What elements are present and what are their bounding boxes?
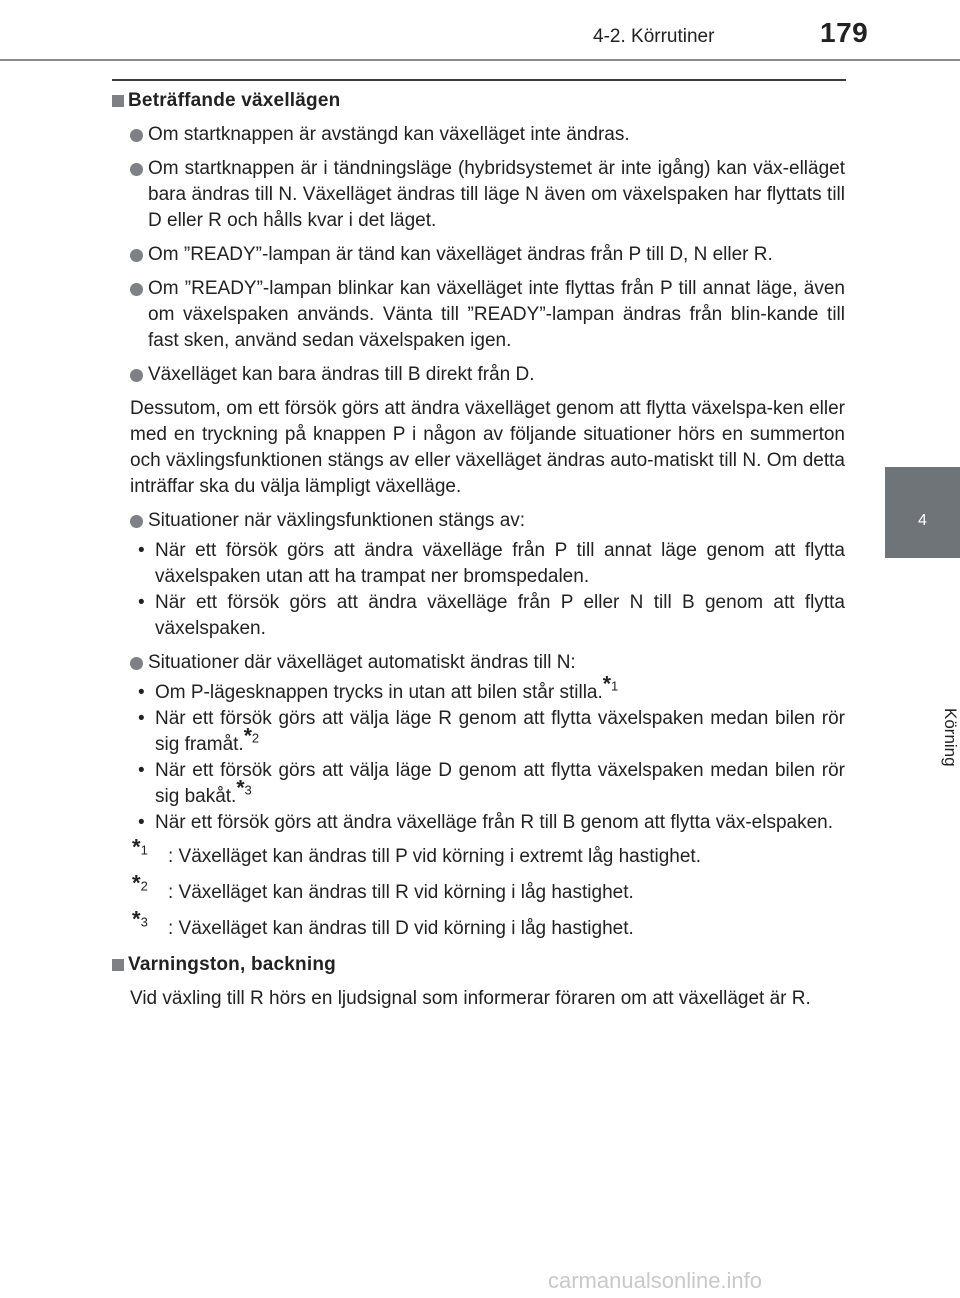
section-heading: Beträffande växellägen bbox=[112, 88, 845, 114]
chapter-tab-body bbox=[885, 558, 960, 767]
page-number: 179 bbox=[820, 17, 869, 48]
situation-list bbox=[112, 508, 845, 836]
bullet-dot-icon bbox=[130, 163, 143, 176]
bullet-dot-icon bbox=[130, 283, 143, 296]
sub-list-item: • När ett försök görs att välja läge D genom att flytta växelspaken medan bilen rör sig bakåt.*$^3$ bbox=[138, 760, 845, 807]
list-item: Om ”READY”-lampan blinkar kan växelläget inte flyttas från P till annat läge, även om växelspaken används. Vänta till ”READY”-lampan ändras från blin-kande till fast sken, använd sedan växelspaken igen. bbox=[112, 276, 845, 354]
footnote-ref: 1 bbox=[610, 678, 619, 694]
body-paragraph: Vid växling till R hörs en ljudsignal som informerar föraren om att växelläget är R. bbox=[130, 988, 811, 1009]
page-header bbox=[0, 0, 960, 80]
footnote: *$^2$ : Växelläget kan ändras till R vid körning i låg hastighet. bbox=[132, 870, 634, 903]
footnote-ref: 2 bbox=[251, 730, 260, 746]
bullet-list bbox=[112, 122, 845, 388]
bullet-dot-icon bbox=[130, 369, 143, 382]
footnote: *$^3$ : Växelläget kan ändras till D vid körning i låg hastighet. bbox=[132, 906, 634, 939]
sub-list bbox=[138, 538, 845, 642]
footnote-mark: * bbox=[602, 672, 611, 696]
list-item: Om startknappen är avstängd kan växelläget inte ändras. bbox=[112, 122, 845, 148]
list-item: Situationer där växelläget automatiskt ändras till N: • Om P-lägesknappen trycks in utan att bilen står stilla.*$^1$ • När ett försök görs att välja läge R genom att flytta växelspaken medan bilen rör sig framåt.*$^2$ • När ett försök görs att välja läge D genom att flytta växelspaken medan bilen rör sig bakåt.*$^3$ • När ett försök görs att ändra växelläge från R till B genom att flytta väx-elspaken. bbox=[112, 650, 845, 836]
sub-list bbox=[138, 672, 845, 836]
chapter-tab-block bbox=[885, 467, 960, 558]
list-item: Om ”READY”-lampan är tänd kan växelläget ändras från P till D, N eller R. bbox=[112, 242, 845, 268]
body-paragraph: Dessutom, om ett försök görs att ändra växelläget genom att flytta växelspa-ken eller med en tryckning på knappen P i någon av följande situationer hörs en summerton och växlingsfunktionen stängs av eller växelläget ändras auto-matiskt till N. Om detta inträffar ska du välja lämpligt växelläge. bbox=[130, 398, 845, 497]
section-title: 4-2. Körrutiner bbox=[593, 26, 715, 47]
sub-list-item: • När ett försök görs att välja läge R genom att flytta växelspaken medan bilen rör sig framåt.*$^2$ bbox=[138, 708, 845, 755]
footnotes bbox=[112, 834, 845, 942]
footnote-ref: 3 bbox=[244, 782, 252, 798]
bullet-dot-icon bbox=[130, 129, 143, 142]
header-divider bbox=[0, 59, 960, 61]
square-bullet-icon bbox=[112, 959, 124, 971]
sub-list-item: • När ett försök görs att ändra växelläge från P eller N till B genom att flytta växelspaken. bbox=[138, 592, 845, 639]
list-item: Situationer när växlingsfunktionen stängs av: • När ett försök görs att ändra växelläge från P till annat läge genom att flytta växelspaken utan att ha trampat ner bromspedalen. • När ett försök görs att ändra växelläge från P eller N till B genom att flytta växelspaken. bbox=[112, 508, 845, 642]
chapter-number: 4 bbox=[918, 512, 927, 529]
footnote-mark: * bbox=[236, 776, 245, 800]
chapter-label: Körning bbox=[941, 708, 960, 767]
bullet-dot-icon bbox=[130, 249, 143, 262]
list-item: Växelläget kan bara ändras till B direkt från D. bbox=[112, 362, 845, 388]
square-bullet-icon bbox=[112, 95, 124, 107]
chapter-tab bbox=[885, 467, 960, 767]
sub-list-item: • Om P-lägesknappen trycks in utan att bilen står stilla.*$^1$ bbox=[138, 672, 619, 703]
watermark: carmanualsonline.info bbox=[548, 1268, 763, 1293]
bullet-dot-icon bbox=[130, 657, 143, 670]
sub-list-item: • När ett försök görs att ändra växelläge från P till annat läge genom att flytta växelspaken utan att ha trampat ner bromspedalen. bbox=[138, 540, 845, 587]
section-heading: Varningston, backning bbox=[112, 952, 845, 978]
content-divider bbox=[112, 79, 846, 81]
page-content bbox=[112, 88, 845, 1020]
sub-list-item: • När ett försök görs att ändra växelläge från R till B genom att flytta väx-elspaken. bbox=[138, 812, 833, 833]
footnote-mark: * bbox=[243, 724, 252, 748]
bullet-dot-icon bbox=[130, 515, 143, 528]
footnote: *$^1$ : Växelläget kan ändras till P vid körning i extremt låg hastighet. bbox=[132, 834, 701, 867]
list-item: Om startknappen är i tändningsläge (hybridsystemet är inte igång) kan väx-elläget bara ändras till N. Växelläget ändras till läge N även om växelspaken har flyttats till D eller R och hålls kvar i det läget. bbox=[112, 156, 845, 234]
